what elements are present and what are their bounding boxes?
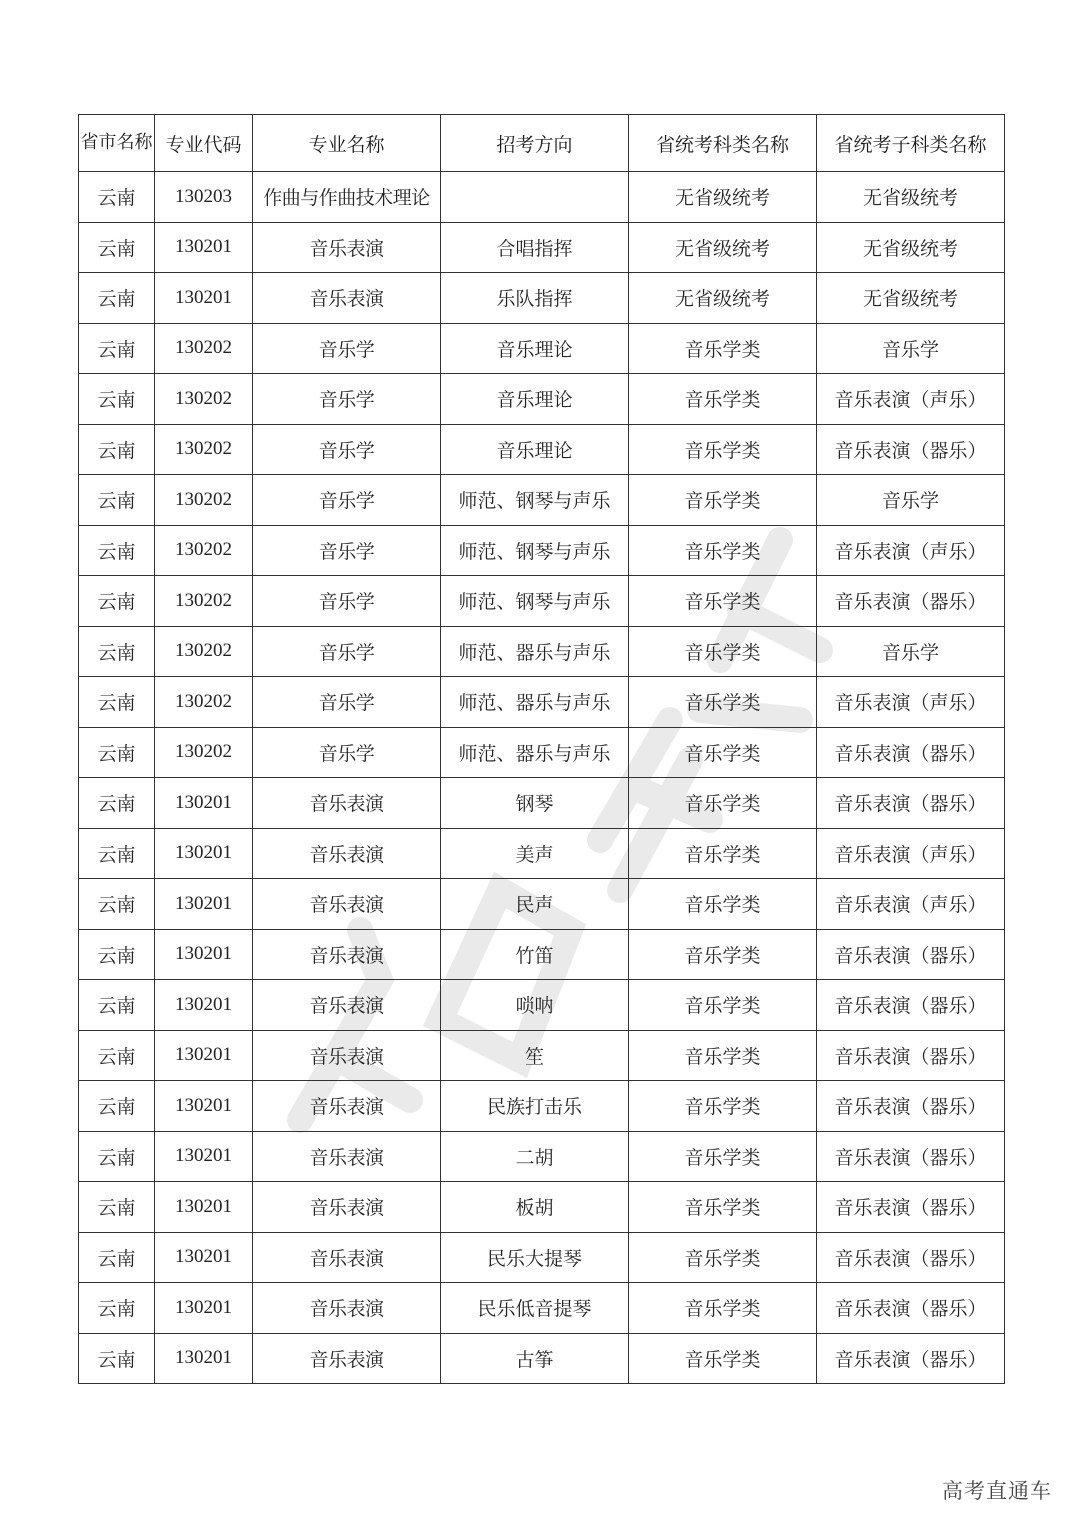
- cell-code: 130201: [155, 879, 253, 930]
- cell-province: 云南: [79, 1232, 155, 1283]
- cell-major: 作曲与作曲技术理论: [253, 172, 441, 223]
- cell-exam-category: 音乐学类: [629, 1182, 817, 1233]
- cell-province: 云南: [79, 273, 155, 324]
- table-row: [79, 778, 1005, 829]
- cell-exam-subcategory: 音乐表演（声乐）: [817, 828, 1005, 879]
- cell-code: 130201: [155, 273, 253, 324]
- cell-exam-category: 音乐学类: [629, 374, 817, 425]
- cell-province: 云南: [79, 1333, 155, 1384]
- header-exam-subcategory: 省统考子科类名称: [817, 115, 1005, 172]
- table-row: [79, 273, 1005, 324]
- table-row: [79, 172, 1005, 223]
- cell-direction: 二胡: [441, 1131, 629, 1182]
- cell-code: 130202: [155, 374, 253, 425]
- cell-province: 云南: [79, 172, 155, 223]
- cell-direction: 美声: [441, 828, 629, 879]
- cell-exam-category: 音乐学类: [629, 424, 817, 475]
- table-row: [79, 929, 1005, 980]
- cell-exam-subcategory: 音乐表演（声乐）: [817, 677, 1005, 728]
- cell-exam-subcategory: 音乐学: [817, 323, 1005, 374]
- cell-exam-subcategory: 音乐表演（器乐）: [817, 1333, 1005, 1384]
- cell-province: 云南: [79, 727, 155, 778]
- cell-exam-subcategory: 音乐表演（器乐）: [817, 1030, 1005, 1081]
- cell-exam-subcategory: 无省级统考: [817, 172, 1005, 223]
- cell-major: 音乐学: [253, 727, 441, 778]
- cell-province: 云南: [79, 1283, 155, 1334]
- cell-code: 130201: [155, 1333, 253, 1384]
- cell-code: 130201: [155, 778, 253, 829]
- cell-exam-category: 无省级统考: [629, 172, 817, 223]
- header-direction: 招考方向: [441, 115, 629, 172]
- table-row: [79, 374, 1005, 425]
- cell-direction: 师范、钢琴与声乐: [441, 475, 629, 526]
- table-row: [79, 727, 1005, 778]
- cell-exam-subcategory: 音乐表演（器乐）: [817, 929, 1005, 980]
- cell-exam-subcategory: 音乐表演（器乐）: [817, 778, 1005, 829]
- cell-exam-category: 音乐学类: [629, 1333, 817, 1384]
- cell-exam-category: 音乐学类: [629, 778, 817, 829]
- table-row: [79, 1131, 1005, 1182]
- cell-direction: 民族打击乐: [441, 1081, 629, 1132]
- cell-province: 云南: [79, 323, 155, 374]
- cell-direction: 音乐理论: [441, 424, 629, 475]
- cell-code: 130201: [155, 1030, 253, 1081]
- cell-direction: 音乐理论: [441, 374, 629, 425]
- header-code: 专业代码: [155, 115, 253, 172]
- cell-exam-category: 音乐学类: [629, 626, 817, 677]
- cell-province: 云南: [79, 1131, 155, 1182]
- cell-major: 音乐学: [253, 525, 441, 576]
- cell-direction: 乐队指挥: [441, 273, 629, 324]
- cell-major: 音乐表演: [253, 1030, 441, 1081]
- cell-province: 云南: [79, 424, 155, 475]
- cell-major: 音乐表演: [253, 980, 441, 1031]
- cell-code: 130202: [155, 677, 253, 728]
- cell-exam-category: 音乐学类: [629, 929, 817, 980]
- cell-code: 130202: [155, 475, 253, 526]
- brand-footer: 高考直通车: [942, 1479, 1052, 1503]
- table-row: [79, 1232, 1005, 1283]
- cell-direction: 师范、器乐与声乐: [441, 727, 629, 778]
- cell-major: 音乐表演: [253, 1232, 441, 1283]
- cell-code: 130201: [155, 1232, 253, 1283]
- table-row: [79, 1030, 1005, 1081]
- cell-direction: 合唱指挥: [441, 222, 629, 273]
- cell-code: 130201: [155, 929, 253, 980]
- header-province: 省市名称: [79, 115, 155, 172]
- cell-exam-category: 音乐学类: [629, 1232, 817, 1283]
- cell-exam-subcategory: 音乐学: [817, 626, 1005, 677]
- cell-exam-subcategory: 音乐表演（器乐）: [817, 1232, 1005, 1283]
- cell-exam-category: 音乐学类: [629, 1131, 817, 1182]
- cell-province: 云南: [79, 1030, 155, 1081]
- cell-direction: 唢呐: [441, 980, 629, 1031]
- cell-province: 云南: [79, 929, 155, 980]
- cell-direction: 古筝: [441, 1333, 629, 1384]
- table-row: [79, 828, 1005, 879]
- cell-exam-category: 无省级统考: [629, 222, 817, 273]
- cell-direction: 民乐大提琴: [441, 1232, 629, 1283]
- cell-direction: 师范、钢琴与声乐: [441, 525, 629, 576]
- cell-code: 130201: [155, 1131, 253, 1182]
- cell-exam-category: 音乐学类: [629, 576, 817, 627]
- cell-exam-subcategory: 音乐表演（器乐）: [817, 1283, 1005, 1334]
- cell-major: 音乐表演: [253, 778, 441, 829]
- cell-exam-subcategory: 音乐表演（声乐）: [817, 879, 1005, 930]
- cell-exam-category: 无省级统考: [629, 273, 817, 324]
- cell-direction: 师范、器乐与声乐: [441, 677, 629, 728]
- cell-exam-category: 音乐学类: [629, 677, 817, 728]
- table-row: [79, 1081, 1005, 1132]
- cell-direction: 民乐低音提琴: [441, 1283, 629, 1334]
- table-row: [79, 1333, 1005, 1384]
- cell-province: 云南: [79, 525, 155, 576]
- cell-major: 音乐学: [253, 475, 441, 526]
- cell-province: 云南: [79, 374, 155, 425]
- cell-major: 音乐学: [253, 424, 441, 475]
- cell-major: 音乐表演: [253, 1283, 441, 1334]
- table-row: [79, 424, 1005, 475]
- cell-major: 音乐学: [253, 626, 441, 677]
- table-row: [79, 525, 1005, 576]
- cell-province: 云南: [79, 828, 155, 879]
- cell-direction: 音乐理论: [441, 323, 629, 374]
- cell-exam-subcategory: 音乐表演（器乐）: [817, 1081, 1005, 1132]
- cell-province: 云南: [79, 677, 155, 728]
- cell-exam-subcategory: 音乐表演（器乐）: [817, 576, 1005, 627]
- cell-exam-category: 音乐学类: [629, 1081, 817, 1132]
- cell-major: 音乐表演: [253, 828, 441, 879]
- table-row: [79, 879, 1005, 930]
- cell-code: 130201: [155, 980, 253, 1031]
- cell-code: 130202: [155, 525, 253, 576]
- cell-direction: 竹笛: [441, 929, 629, 980]
- table-row: [79, 626, 1005, 677]
- cell-code: 130201: [155, 828, 253, 879]
- cell-exam-subcategory: 音乐表演（器乐）: [817, 424, 1005, 475]
- admission-table: [78, 114, 1005, 1384]
- cell-code: 130202: [155, 424, 253, 475]
- cell-exam-category: 音乐学类: [629, 727, 817, 778]
- cell-province: 云南: [79, 576, 155, 627]
- header-exam-category: 省统考科类名称: [629, 115, 817, 172]
- table-body: [79, 172, 1005, 1384]
- cell-province: 云南: [79, 1081, 155, 1132]
- cell-exam-subcategory: 音乐表演（器乐）: [817, 727, 1005, 778]
- cell-exam-subcategory: 无省级统考: [817, 222, 1005, 273]
- cell-code: 130201: [155, 1182, 253, 1233]
- cell-province: 云南: [79, 222, 155, 273]
- table-row: [79, 222, 1005, 273]
- cell-major: 音乐表演: [253, 1081, 441, 1132]
- cell-code: 130203: [155, 172, 253, 223]
- cell-exam-category: 音乐学类: [629, 828, 817, 879]
- cell-major: 音乐表演: [253, 273, 441, 324]
- cell-exam-category: 音乐学类: [629, 1283, 817, 1334]
- cell-province: 云南: [79, 980, 155, 1031]
- cell-code: 130202: [155, 576, 253, 627]
- cell-province: 云南: [79, 778, 155, 829]
- cell-major: 音乐学: [253, 677, 441, 728]
- cell-province: 云南: [79, 626, 155, 677]
- cell-major: 音乐表演: [253, 1131, 441, 1182]
- cell-exam-subcategory: 无省级统考: [817, 273, 1005, 324]
- cell-code: 130201: [155, 222, 253, 273]
- header-major: 专业名称: [253, 115, 441, 172]
- cell-direction: 师范、器乐与声乐: [441, 626, 629, 677]
- cell-exam-subcategory: 音乐表演（器乐）: [817, 1182, 1005, 1233]
- cell-province: 云南: [79, 475, 155, 526]
- cell-code: 130202: [155, 626, 253, 677]
- cell-major: 音乐学: [253, 374, 441, 425]
- cell-exam-category: 音乐学类: [629, 475, 817, 526]
- cell-code: 130201: [155, 1081, 253, 1132]
- cell-province: 云南: [79, 879, 155, 930]
- cell-direction: 笙: [441, 1030, 629, 1081]
- table-row: [79, 677, 1005, 728]
- cell-major: 音乐表演: [253, 929, 441, 980]
- cell-code: 130202: [155, 323, 253, 374]
- cell-code: 130201: [155, 1283, 253, 1334]
- cell-direction: 板胡: [441, 1182, 629, 1233]
- table-row: [79, 1283, 1005, 1334]
- cell-major: 音乐表演: [253, 222, 441, 273]
- cell-exam-category: 音乐学类: [629, 323, 817, 374]
- table-header-row: [79, 115, 1005, 172]
- table-row: [79, 576, 1005, 627]
- table-row: [79, 980, 1005, 1031]
- cell-code: 130202: [155, 727, 253, 778]
- cell-major: 音乐表演: [253, 879, 441, 930]
- cell-major: 音乐学: [253, 323, 441, 374]
- cell-major: 音乐学: [253, 576, 441, 627]
- cell-province: 云南: [79, 1182, 155, 1233]
- cell-exam-category: 音乐学类: [629, 980, 817, 1031]
- cell-major: 音乐表演: [253, 1333, 441, 1384]
- cell-exam-subcategory: 音乐表演（声乐）: [817, 525, 1005, 576]
- cell-exam-category: 音乐学类: [629, 879, 817, 930]
- cell-direction: [441, 172, 629, 223]
- cell-exam-subcategory: 音乐表演（器乐）: [817, 980, 1005, 1031]
- cell-direction: 民声: [441, 879, 629, 930]
- table-row: [79, 475, 1005, 526]
- cell-major: 音乐表演: [253, 1182, 441, 1233]
- cell-exam-subcategory: 音乐学: [817, 475, 1005, 526]
- cell-exam-category: 音乐学类: [629, 525, 817, 576]
- table-row: [79, 323, 1005, 374]
- cell-exam-subcategory: 音乐表演（器乐）: [817, 1131, 1005, 1182]
- table-row: [79, 1182, 1005, 1233]
- cell-direction: 钢琴: [441, 778, 629, 829]
- cell-direction: 师范、钢琴与声乐: [441, 576, 629, 627]
- cell-exam-subcategory: 音乐表演（声乐）: [817, 374, 1005, 425]
- cell-exam-category: 音乐学类: [629, 1030, 817, 1081]
